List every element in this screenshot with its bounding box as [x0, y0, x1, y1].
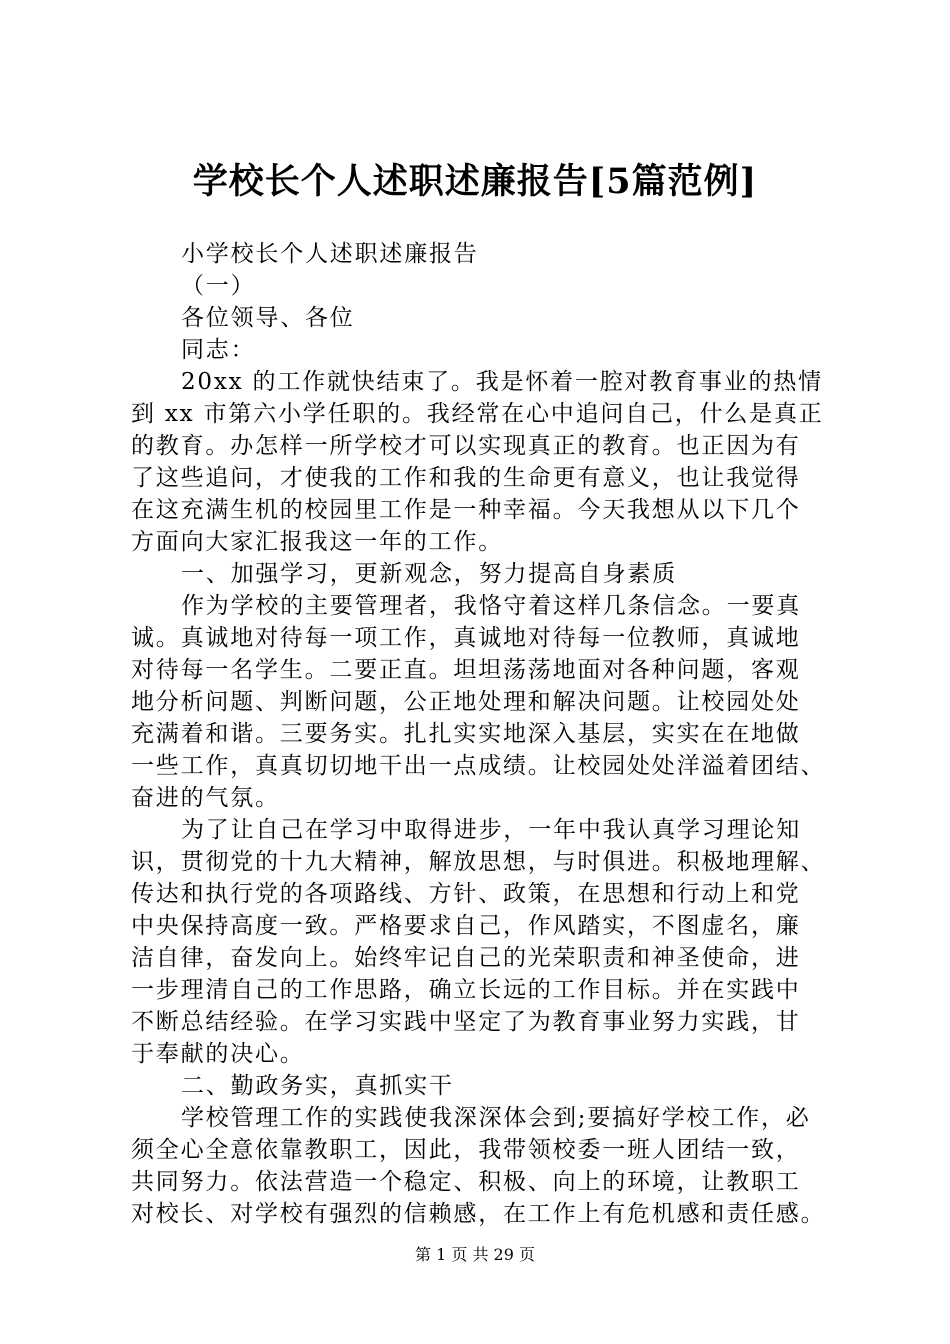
text-line: 学校管理工作的实践使我深深体会到;要搞好学校工作，必 [181, 1105, 811, 1131]
text-line: 各位领导、各位 [181, 305, 355, 331]
text-line: 于奉献的决心。 [131, 1041, 305, 1067]
text-line: 一步理清自己的工作思路，确立长远的工作目标。并在实践中 [131, 977, 801, 1003]
text-line: 二、勤政务实，真抓实干 [181, 1073, 454, 1099]
text-line: 到 xx 市第六小学任职的。我经常在心中追问自己，什么是真正 [131, 401, 824, 427]
text-line: 方面向大家汇报我这一年的工作。 [131, 529, 503, 555]
text-line: 地分析问题、判断问题，公正地处理和解决问题。让校园处处 [131, 689, 801, 715]
text-line: 识，贯彻党的十九大精神，解放思想，与时俱进。积极地理解、 [131, 849, 826, 875]
text-line: 对校长、对学校有强烈的信赖感，在工作上有危机感和责任感。 [131, 1201, 826, 1227]
text-line: 同志： [181, 337, 256, 363]
text-line: 一些工作，真真切切地干出一点成绩。让校园处处洋溢着团结、 [131, 753, 826, 779]
text-line: 充满着和谐。三要务实。扎扎实实地深入基层，实实在在地做 [131, 721, 801, 747]
text-line: 奋进的气氛。 [131, 785, 280, 811]
text-line: 小学校长个人述职述廉报告 [181, 241, 479, 267]
text-line: 对待每一名学生。二要正直。坦坦荡荡地面对各种问题，客观 [131, 657, 801, 683]
document-title: 学校长个人述职述廉报告[5篇范例] [192, 161, 758, 202]
text-line: 为了让自己在学习中取得进步，一年中我认真学习理论知 [181, 817, 801, 843]
text-line: 共同努力。依法营造一个稳定、积极、向上的环境，让教职工 [131, 1169, 801, 1195]
text-line: 不断总结经验。在学习实践中坚定了为教育事业努力实践，甘 [131, 1009, 801, 1035]
text-line: 诚。真诚地对待每一项工作，真诚地对待每一位教师，真诚地 [131, 625, 801, 651]
text-line: （一） [181, 273, 256, 299]
text-line: 中央保持高度一致。严格要求自己，作风踏实，不图虚名，廉 [131, 913, 801, 939]
text-line: 一、加强学习，更新观念，努力提高自身素质 [181, 561, 677, 587]
text-line: 的教育。办怎样一所学校才可以实现真正的教育。也正因为有 [131, 433, 801, 459]
text-line: 在这充满生机的校园里工作是一种幸福。今天我想从以下几个 [131, 497, 801, 523]
text-line: 洁自律，奋发向上。始终牢记自己的光荣职责和神圣使命，进 [131, 945, 801, 971]
text-line: 了这些追问，才使我的工作和我的生命更有意义，也让我觉得 [131, 465, 801, 491]
text-line: 传达和执行党的各项路线、方针、政策，在思想和行动上和党 [131, 881, 801, 907]
text-line: 20xx 的工作就快结束了。我是怀着一腔对教育事业的热情 [181, 369, 823, 395]
text-line: 作为学校的主要管理者，我恪守着这样几条信念。一要真 [181, 593, 801, 619]
page-footer: 第 1 页 共 29 页 [415, 1245, 535, 1264]
text-line: 须全心全意依靠教职工，因此，我带领校委一班人团结一致， [131, 1137, 801, 1163]
document-body [131, 238, 831, 1230]
